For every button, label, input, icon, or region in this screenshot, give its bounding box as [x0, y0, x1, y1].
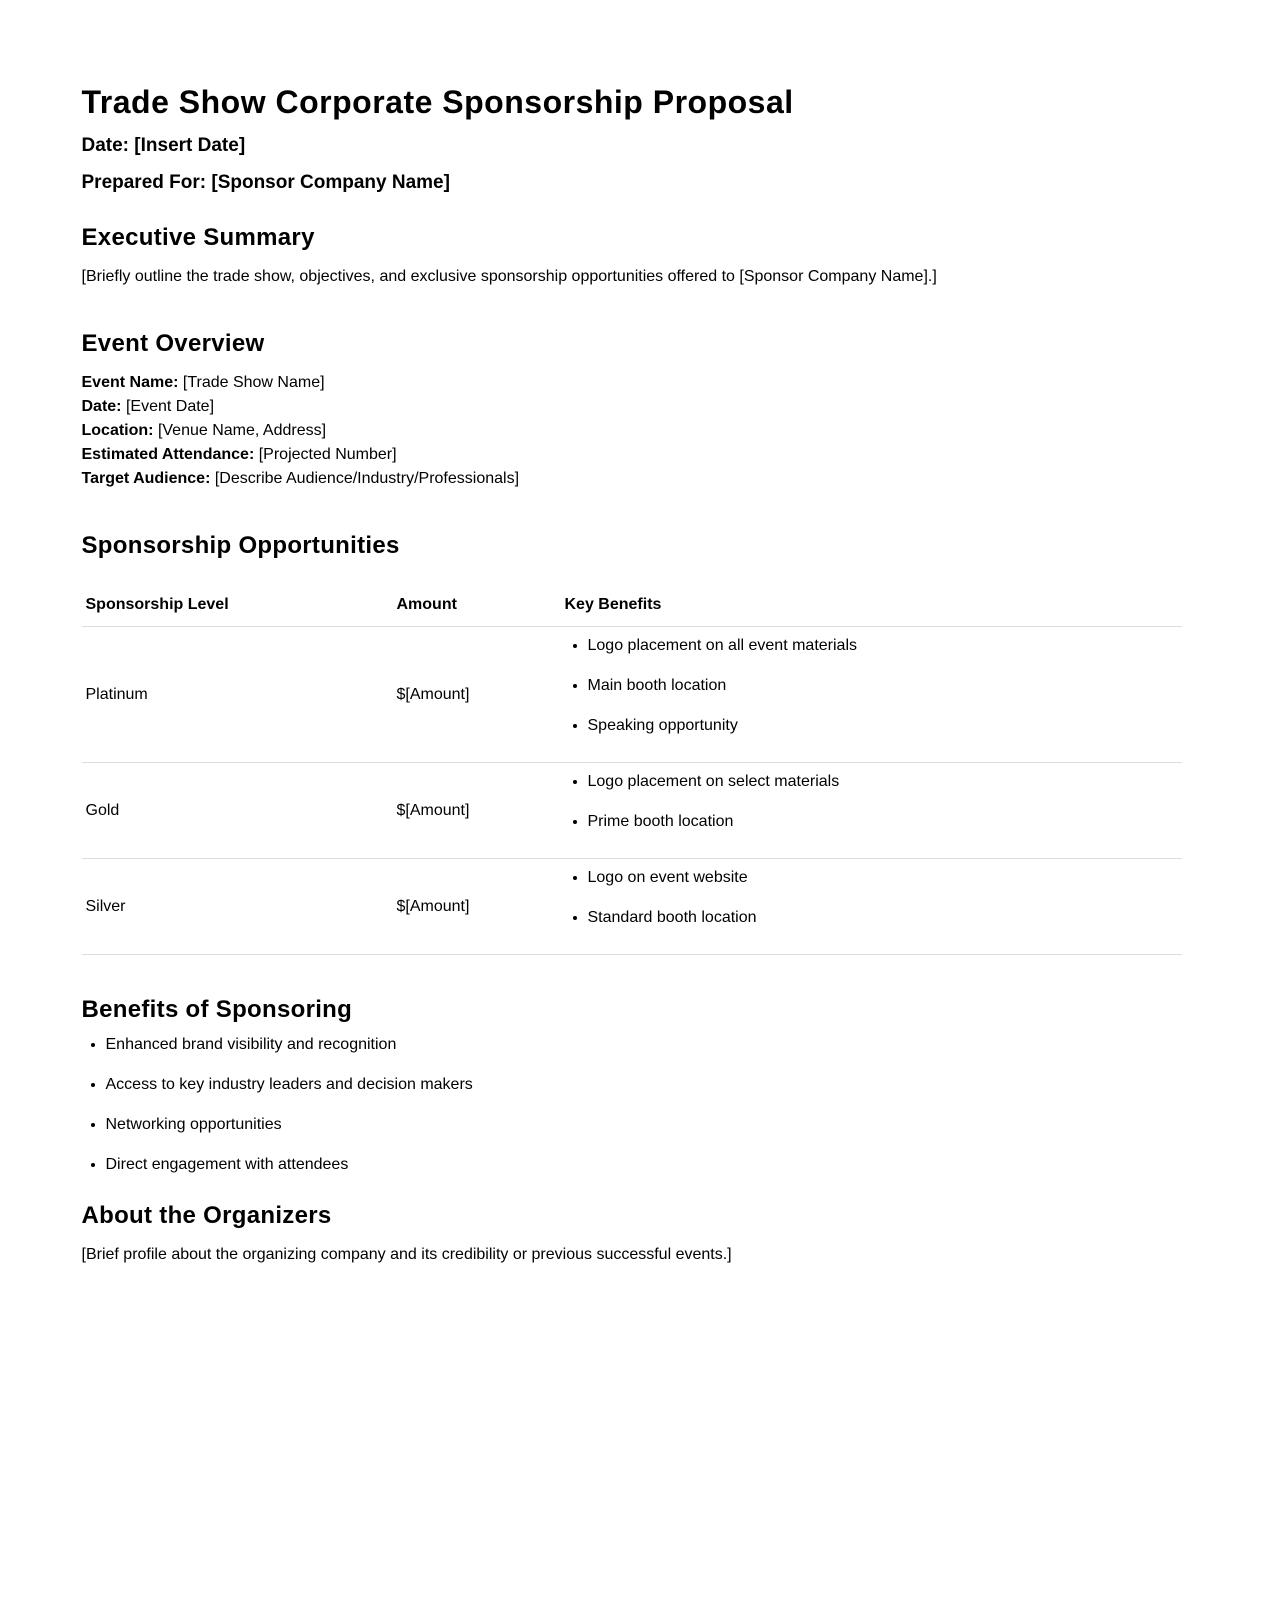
event-overview-section — [82, 329, 1182, 491]
benefits-of-sponsoring-list — [82, 1035, 1182, 1175]
table-row-platinum — [82, 627, 1182, 763]
list-item: • Enhanced brand visibility and recognition — [106, 1035, 1182, 1055]
benefit-item: • Standard booth location — [588, 898, 1178, 954]
field-value: [Trade Show Name] — [178, 374, 325, 391]
list-item: • Direct engagement with attendees — [106, 1155, 1182, 1175]
benefit-item: • Prime booth location — [588, 802, 1178, 858]
benefits-cell — [561, 763, 1182, 859]
field-value: [Projected Number] — [254, 446, 397, 463]
benefits-of-sponsoring-heading: Benefits of Sponsoring — [81, 996, 353, 1023]
date-line: Date: [Insert Date] — [81, 135, 246, 156]
estimated-attendance-field — [82, 443, 1182, 467]
document-page — [82, 0, 1182, 1267]
benefit-item: • Logo placement on select materials — [588, 763, 1178, 802]
amount-cell: $[Amount] — [393, 859, 561, 955]
benefit-item: • Main booth location — [588, 666, 1178, 706]
list-item: • Networking opportunities — [106, 1115, 1182, 1135]
about-organizers-text: [Brief profile about the organizing company and its credibility or previous successful events.] — [81, 1246, 732, 1263]
field-label: Location: — [81, 422, 154, 439]
field-value: [Event Date] — [121, 398, 215, 415]
list-item: • Access to key industry leaders and decision makers — [106, 1075, 1182, 1095]
column-header-amount: Amount — [393, 585, 561, 627]
sponsorship-opportunities-section — [82, 531, 1182, 955]
target-audience-field — [82, 467, 1182, 491]
field-label: Event Name: — [81, 374, 179, 391]
sponsorship-opportunities-heading: Sponsorship Opportunities — [81, 532, 400, 559]
about-organizers-heading: About the Organizers — [81, 1202, 332, 1229]
benefits-list — [565, 859, 1178, 954]
event-date-field — [82, 395, 1182, 419]
amount-cell: $[Amount] — [393, 763, 561, 859]
field-label: Date: — [81, 398, 122, 415]
level-cell: Silver — [82, 859, 393, 955]
field-label: Estimated Attendance: — [81, 446, 255, 463]
benefit-item: • Logo placement on all event materials — [588, 627, 1178, 666]
sponsorship-table — [82, 585, 1182, 955]
level-cell: Gold — [82, 763, 393, 859]
event-name-field — [82, 371, 1182, 395]
prepared-for-line: Prepared For: [Sponsor Company Name] — [81, 172, 450, 193]
table-row-gold — [82, 763, 1182, 859]
location-field — [82, 419, 1182, 443]
about-organizers-section — [82, 1201, 1182, 1267]
benefit-item: • Speaking opportunity — [588, 706, 1178, 762]
benefits-list — [565, 763, 1178, 858]
benefits-of-sponsoring-section — [82, 995, 1182, 1175]
benefits-list — [565, 627, 1178, 762]
event-overview-heading: Event Overview — [81, 330, 265, 357]
document-title: Trade Show Corporate Sponsorship Proposal — [81, 84, 794, 120]
column-header-benefits: Key Benefits — [561, 585, 1182, 627]
event-overview-fields — [82, 371, 1182, 491]
benefit-item: • Logo on event website — [588, 859, 1178, 898]
column-header-level: Sponsorship Level — [82, 585, 393, 627]
amount-cell: $[Amount] — [393, 627, 561, 763]
benefits-cell — [561, 859, 1182, 955]
field-value: [Describe Audience/Industry/Professionals] — [210, 470, 520, 487]
benefits-cell — [561, 627, 1182, 763]
executive-summary-section — [82, 223, 1182, 289]
field-value: [Venue Name, Address] — [153, 422, 327, 439]
field-label: Target Audience: — [81, 470, 211, 487]
level-cell: Platinum — [82, 627, 393, 763]
executive-summary-text: [Briefly outline the trade show, objectives, and exclusive sponsorship opportunities offered to [Sponsor Company Name].] — [81, 268, 937, 285]
table-row-silver — [82, 859, 1182, 955]
executive-summary-heading: Executive Summary — [81, 224, 315, 251]
table-header-row — [82, 585, 1182, 627]
